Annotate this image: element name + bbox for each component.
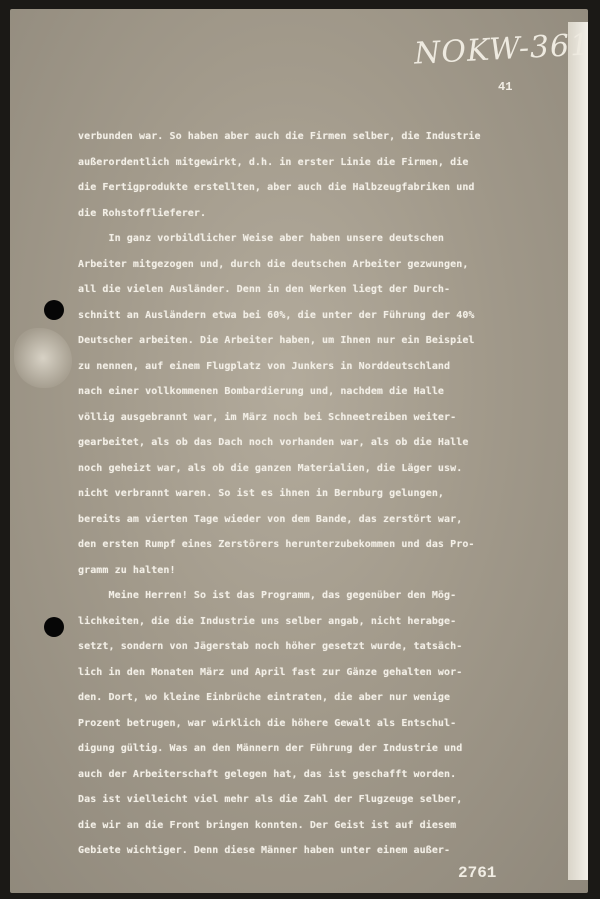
text-line: Arbeiter mitgezogen und, durch die deutschen Arbeiter gezwungen, [78, 258, 469, 270]
text-line: die wir an die Front bringen konnten. Der Geist ist auf diesem [78, 819, 457, 831]
text-line: Deutscher arbeiten. Die Arbeiter haben, um Ihnen nur ein Beispiel [78, 335, 475, 346]
page-number: 41 [498, 80, 513, 94]
text-line: nach einer vollkommenen Bombardierung und, nachdem die Halle [78, 386, 445, 397]
text-line: gramm zu halten! [78, 564, 176, 576]
text-line: Gebiete wichtiger. Denn diese Männer haben unter einem außer- [78, 845, 451, 856]
text-line: Meine Herren! So ist das Programm, das gegenüber den Mög- [78, 590, 457, 601]
punch-hole-top [44, 300, 64, 320]
text-line: In ganz vorbildlicher Weise aber haben unsere deutschen [78, 233, 445, 244]
document-body [78, 124, 574, 864]
text-line: schnitt an Ausländern etwa bei 60%, die unter der Führung der 40% [78, 309, 475, 321]
text-line: Prozent betrugen, war wirklich die höhere Gewalt als Entschul- [78, 717, 457, 729]
text-line: den. Dort, wo kleine Einbrüche eintraten, die aber nur wenige [78, 692, 451, 703]
text-line: setzt, sondern von Jägerstab noch höher gesetzt wurde, tatsäch- [78, 641, 463, 652]
text-line: all die vielen Ausländer. Denn in den Werken liegt der Durch- [78, 284, 451, 295]
text-line: bereits am vierten Tage wieder von dem Bande, das zerstört war, [78, 513, 463, 525]
text-line: die Rohstofflieferer. [78, 207, 207, 219]
text-line: Das ist vielleicht viel mehr als die Zahl der Flugzeuge selber, [78, 794, 463, 805]
text-line: zu nennen, auf einem Flugplatz von Junkers in Norddeutschland [78, 360, 451, 372]
text-line: nicht verbrannt waren. So ist es ihnen in Bernburg gelungen, [78, 488, 445, 499]
text-line: auch der Arbeiterschaft gelegen hat, das ist geschafft worden. [78, 768, 457, 780]
text-line: den ersten Rumpf eines Zerstörers herunterzubekommen und das Pro- [78, 539, 475, 550]
punch-hole-bottom [44, 617, 64, 637]
footer-document-number: 2761 [458, 864, 497, 882]
text-line: außerordentlich mitgewirkt, d.h. in erster Linie die Firmen, die [78, 156, 469, 168]
text-line: verbunden war. So haben aber auch die Firmen selber, die Industrie [78, 131, 481, 142]
text-line: lichkeiten, die die Industrie uns selber angab, nicht herabge- [78, 615, 457, 627]
text-line: gearbeitet, als ob das Dach noch vorhanden war, als ob die Halle [78, 437, 469, 448]
text-line: die Fertigprodukte erstellten, aber auch die Halbzeugfabriken und [78, 182, 475, 193]
text-line: noch geheizt war, als ob die ganzen Materialien, die Läger usw. [78, 462, 463, 474]
document-reference-mark: NOKW-361 [413, 27, 592, 72]
text-line: völlig ausgebrannt war, im März noch bei Schneetreiben weiter- [78, 411, 457, 423]
text-line: digung gültig. Was an den Männern der Führung der Industrie und [78, 743, 463, 754]
text-line: lich in den Monaten März und April fast zur Gänze gehalten wor- [78, 666, 463, 678]
